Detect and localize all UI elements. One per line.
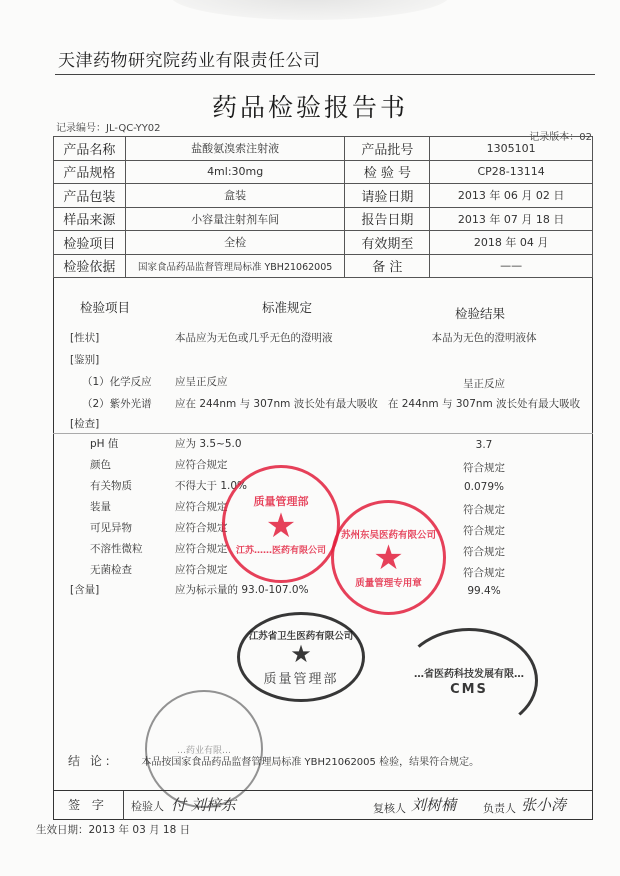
result-standard: 本品应为无色或几乎无色的澄明液 xyxy=(175,332,333,344)
stamp-text: 江苏省卫生医药有限公司 xyxy=(248,630,354,642)
result-standard: 应为 3.5~5.0 xyxy=(175,438,242,450)
record-number: 记录编号：JL-QC-YY02 xyxy=(56,123,161,134)
scan-artifact xyxy=(170,0,450,20)
effective-date: 生效日期：2013 年 03 月 18 日 xyxy=(36,824,191,836)
result-row xyxy=(0,416,620,432)
result-item: 颜色 xyxy=(90,459,111,471)
stamp-text: …药业有限… xyxy=(176,745,231,756)
info-label: 产品规格 xyxy=(54,160,126,184)
red-seal-stamp-left xyxy=(222,465,340,583)
result-value: 符合规定 xyxy=(463,504,505,516)
info-value: 2013 年 07 月 18 日 xyxy=(430,207,593,231)
result-standard: 应为标示量的 93.0-107.0% xyxy=(175,584,309,596)
info-value: 4ml:30mg xyxy=(125,160,345,184)
star-icon: ★ xyxy=(265,505,297,546)
result-standard: 应符合规定 xyxy=(175,459,228,471)
stamp-text: 质量管理部 xyxy=(253,494,309,508)
result-standard: 应符合规定 xyxy=(175,564,228,576)
info-value: 盐酸氨溴索注射液 xyxy=(125,137,345,161)
star-icon: ★ xyxy=(290,639,312,668)
result-value: 本品为无色的澄明液体 xyxy=(431,332,537,344)
result-item: [含量] xyxy=(70,584,100,596)
record-version: 记录版本：02 xyxy=(529,132,592,143)
stamp-text: 质量管理部 xyxy=(263,671,339,687)
result-standard: 不得大于 1.0% xyxy=(175,480,248,492)
result-standard: 应符合规定 xyxy=(175,543,228,555)
header-rule xyxy=(55,74,595,75)
result-value: 99.4% xyxy=(467,585,501,597)
signature-row xyxy=(53,790,593,820)
result-item: 无菌检查 xyxy=(90,564,132,576)
oval-seal-stamp xyxy=(237,612,365,702)
stamp-text: 苏州东吴医药有限公司 xyxy=(340,529,436,541)
result-value: 3.7 xyxy=(475,439,493,451)
responsible-signature: 张小涛 xyxy=(521,796,567,814)
info-label: 产品名称 xyxy=(54,137,126,161)
result-item: [检查] xyxy=(70,418,100,430)
company-name: 天津药物研究院药业有限责任公司 xyxy=(58,51,321,71)
conclusion xyxy=(68,752,479,769)
stamp-text: …省医药科技发展有限… xyxy=(414,668,524,680)
result-item: [鉴别] xyxy=(70,354,100,366)
info-label: 检验项目 xyxy=(54,231,126,255)
reviewer-signature: 刘树楠 xyxy=(411,796,457,814)
info-value: 小容量注射剂车间 xyxy=(125,207,345,231)
reviewer-label: 复核人 xyxy=(373,802,406,815)
result-item: 可见异物 xyxy=(90,522,132,534)
info-value: —— xyxy=(430,254,593,278)
result-item: 不溶性微粒 xyxy=(90,543,143,555)
result-standard: 应符合规定 xyxy=(175,501,228,513)
info-row xyxy=(54,231,593,255)
result-row xyxy=(0,396,620,412)
info-table xyxy=(53,136,593,278)
section-divider xyxy=(53,433,593,434)
result-row xyxy=(0,374,620,390)
result-value: 呈正反应 xyxy=(463,378,505,390)
info-row xyxy=(54,184,593,208)
info-row xyxy=(54,160,593,184)
result-value: 符合规定 xyxy=(463,525,505,537)
partial-seal-stamp xyxy=(400,628,538,733)
result-item: （2）紫外光谱 xyxy=(82,398,152,410)
star-icon: ★ xyxy=(373,537,404,578)
inspector-signature: 付 刘梓东 xyxy=(171,796,236,814)
info-label: 样品来源 xyxy=(54,207,126,231)
result-item: 有关物质 xyxy=(90,480,132,492)
result-standard: 应在 244nm 与 307nm 波长处有最大吸收 xyxy=(175,398,378,410)
result-value: 在 244nm 与 307nm 波长处有最大吸收 xyxy=(387,398,581,410)
info-value: 国家食品药品监督管理局标准 YBH21062005 xyxy=(125,254,345,278)
info-label: 备 注 xyxy=(345,254,430,278)
conclusion-text: 本品按国家食品药品监督管理局标准 YBH21062005 检验，结果符合规定。 xyxy=(141,757,480,768)
red-seal-stamp-right xyxy=(331,500,446,615)
column-header-standard: 标准规定 xyxy=(262,300,313,315)
result-item: pH 值 xyxy=(90,438,119,450)
result-standard: 应符合规定 xyxy=(175,522,228,534)
info-label: 请验日期 xyxy=(345,184,430,208)
info-row xyxy=(54,137,593,161)
column-header-result: 检验结果 xyxy=(455,306,506,321)
info-label: 检验依据 xyxy=(54,254,126,278)
conclusion-label: 结 论： xyxy=(68,754,120,768)
info-value: 全检 xyxy=(125,231,345,255)
result-row xyxy=(0,436,620,452)
result-row xyxy=(0,582,620,598)
page-title: 药品检验报告书 xyxy=(211,93,408,122)
column-header-item: 检验项目 xyxy=(80,300,131,315)
responsible-label: 负责人 xyxy=(483,802,516,815)
info-value: 2018 年 04 月 xyxy=(430,231,593,255)
result-item: （1）化学反应 xyxy=(82,376,152,388)
info-label: 检 验 号 xyxy=(345,160,430,184)
result-standard: 应呈正反应 xyxy=(175,376,228,388)
stamp-text: CMS xyxy=(450,681,488,697)
result-row xyxy=(0,457,620,473)
info-value: 1305101 xyxy=(430,137,593,161)
result-value: 0.079% xyxy=(463,481,505,493)
result-value: 符合规定 xyxy=(463,462,505,474)
result-value: 符合规定 xyxy=(463,546,505,558)
inspector-label: 检验人 xyxy=(131,800,164,813)
result-item: 装量 xyxy=(90,501,111,513)
info-label: 报告日期 xyxy=(345,207,430,231)
signature-label: 签 字 xyxy=(53,791,124,820)
result-row xyxy=(0,352,620,368)
info-row xyxy=(54,207,593,231)
result-row xyxy=(0,330,620,346)
result-value: 符合规定 xyxy=(463,567,505,579)
info-value: CP28-13114 xyxy=(430,160,593,184)
info-value: 盒装 xyxy=(125,184,345,208)
stamp-text: 质量管理专用章 xyxy=(355,577,422,589)
stamp-text: 江苏……医药有限公司 xyxy=(235,545,326,556)
info-label: 产品批号 xyxy=(345,137,430,161)
info-row xyxy=(54,254,593,278)
info-label: 有效期至 xyxy=(345,231,430,255)
info-label: 产品包装 xyxy=(54,184,126,208)
result-item: [性状] xyxy=(70,332,100,344)
info-value: 2013 年 06 月 02 日 xyxy=(430,184,593,208)
